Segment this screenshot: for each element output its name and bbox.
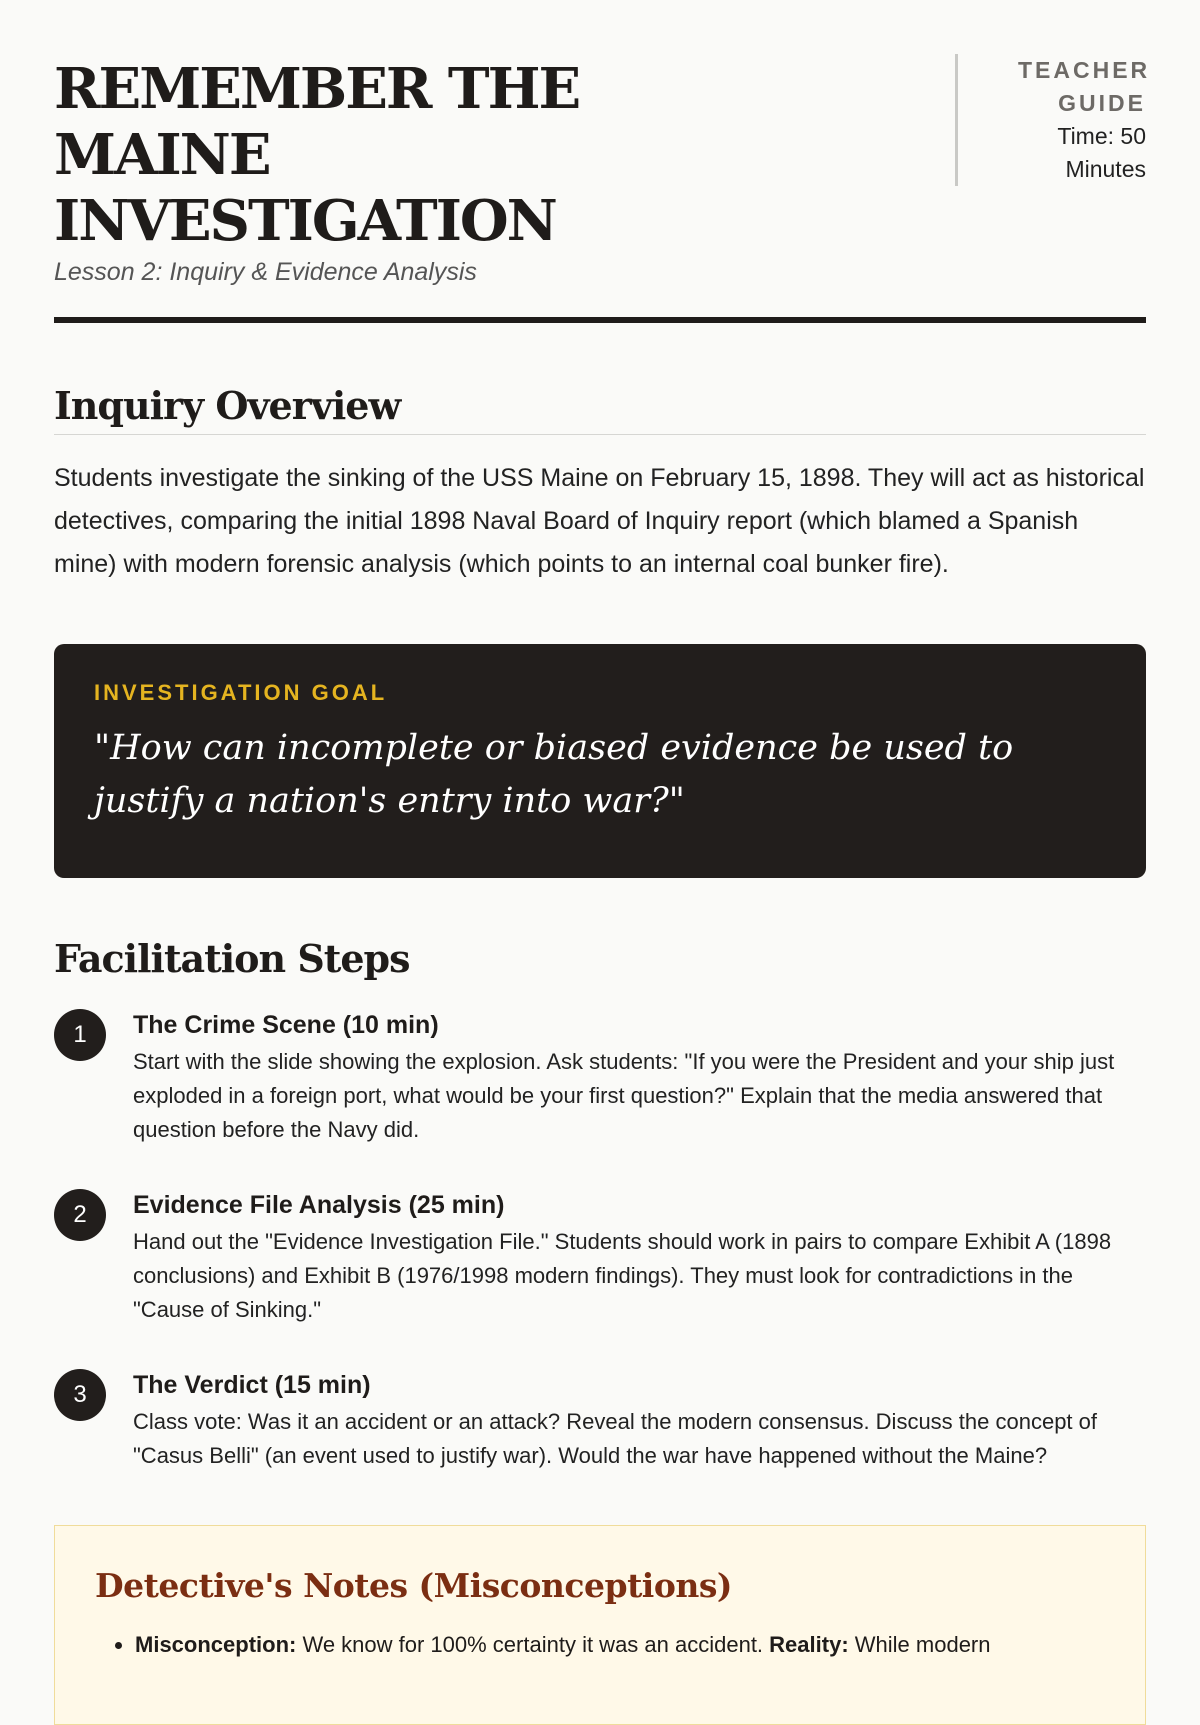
goal-label: INVESTIGATION GOAL [94, 680, 388, 705]
step-title: The Crime Scene (10 min) [133, 1011, 439, 1039]
step-number-badge: 3 [54, 1369, 106, 1421]
facilitation-steps-section [54, 936, 1146, 1473]
step-body [133, 1009, 1146, 1147]
step-title: Evidence File Analysis (25 min) [133, 1191, 505, 1219]
inquiry-overview-section [54, 383, 1146, 586]
step-text: Class vote: Was it an accident or an attack? Reveal the modern consensus. Discuss the concept of "Casus Belli" (an event used to justify war). Would the war have happened without the Maine? [133, 1409, 1098, 1468]
step-item [54, 1189, 1146, 1327]
step-title: The Verdict (15 min) [133, 1371, 371, 1399]
teacher-guide-label: TEACHER GUIDE [1018, 57, 1151, 116]
list-item [135, 1629, 1105, 1661]
step-body [133, 1189, 1146, 1327]
goal-quote: "How can incomplete or biased evidence be used to justify a nation's entry into war?" [94, 728, 1014, 821]
reality-text: While modern [848, 1632, 991, 1657]
overview-heading: Inquiry Overview [54, 383, 1146, 435]
lesson-time: Time: 50 Minutes [1057, 123, 1146, 182]
misconceptions-list [95, 1629, 1105, 1661]
misconception-label: Misconception: [135, 1632, 297, 1657]
overview-text: Students investigate the sinking of the USS Maine on February 15, 1898. They will act as historical detectives, comparing the initial 1898 Naval Board of Inquiry report (which blamed a Spanish mine) with modern forensic analysis (which points to an internal coal bunker fire). [54, 464, 1145, 578]
step-body [133, 1369, 1146, 1473]
reality-label: Reality: [769, 1632, 849, 1657]
step-text: Start with the slide showing the explosion. Ask students: "If you were the President and your ship just exploded in a foreign port, what would be your first question?" Explain that the media answered that question before the Navy did. [133, 1049, 1115, 1142]
page-header [54, 0, 1151, 323]
investigation-goal-box [54, 644, 1146, 878]
lesson-subtitle: Lesson 2: Inquiry & Evidence Analysis [54, 258, 477, 286]
detectives-notes-box [54, 1525, 1146, 1725]
step-item [54, 1369, 1146, 1473]
notes-heading: Detective's Notes (Misconceptions) [95, 1566, 733, 1605]
page-title: REMEMBER THE MAINE INVESTIGATION [54, 56, 580, 254]
guide-info-box [955, 54, 1151, 186]
misconception-text: We know for 100% certainty it was an accident. [296, 1632, 770, 1657]
step-text: Hand out the "Evidence Investigation File." Students should work in pairs to compare Exhibit A (1898 conclusions) and Exhibit B (1976/1998 modern findings). They must look for contradictions in the "Cause of Sinking." [133, 1229, 1112, 1322]
steps-heading: Facilitation Steps [54, 936, 410, 981]
title-block [54, 56, 774, 287]
step-item [54, 1009, 1146, 1147]
step-number-badge: 2 [54, 1189, 106, 1241]
step-number-badge: 1 [54, 1009, 106, 1061]
